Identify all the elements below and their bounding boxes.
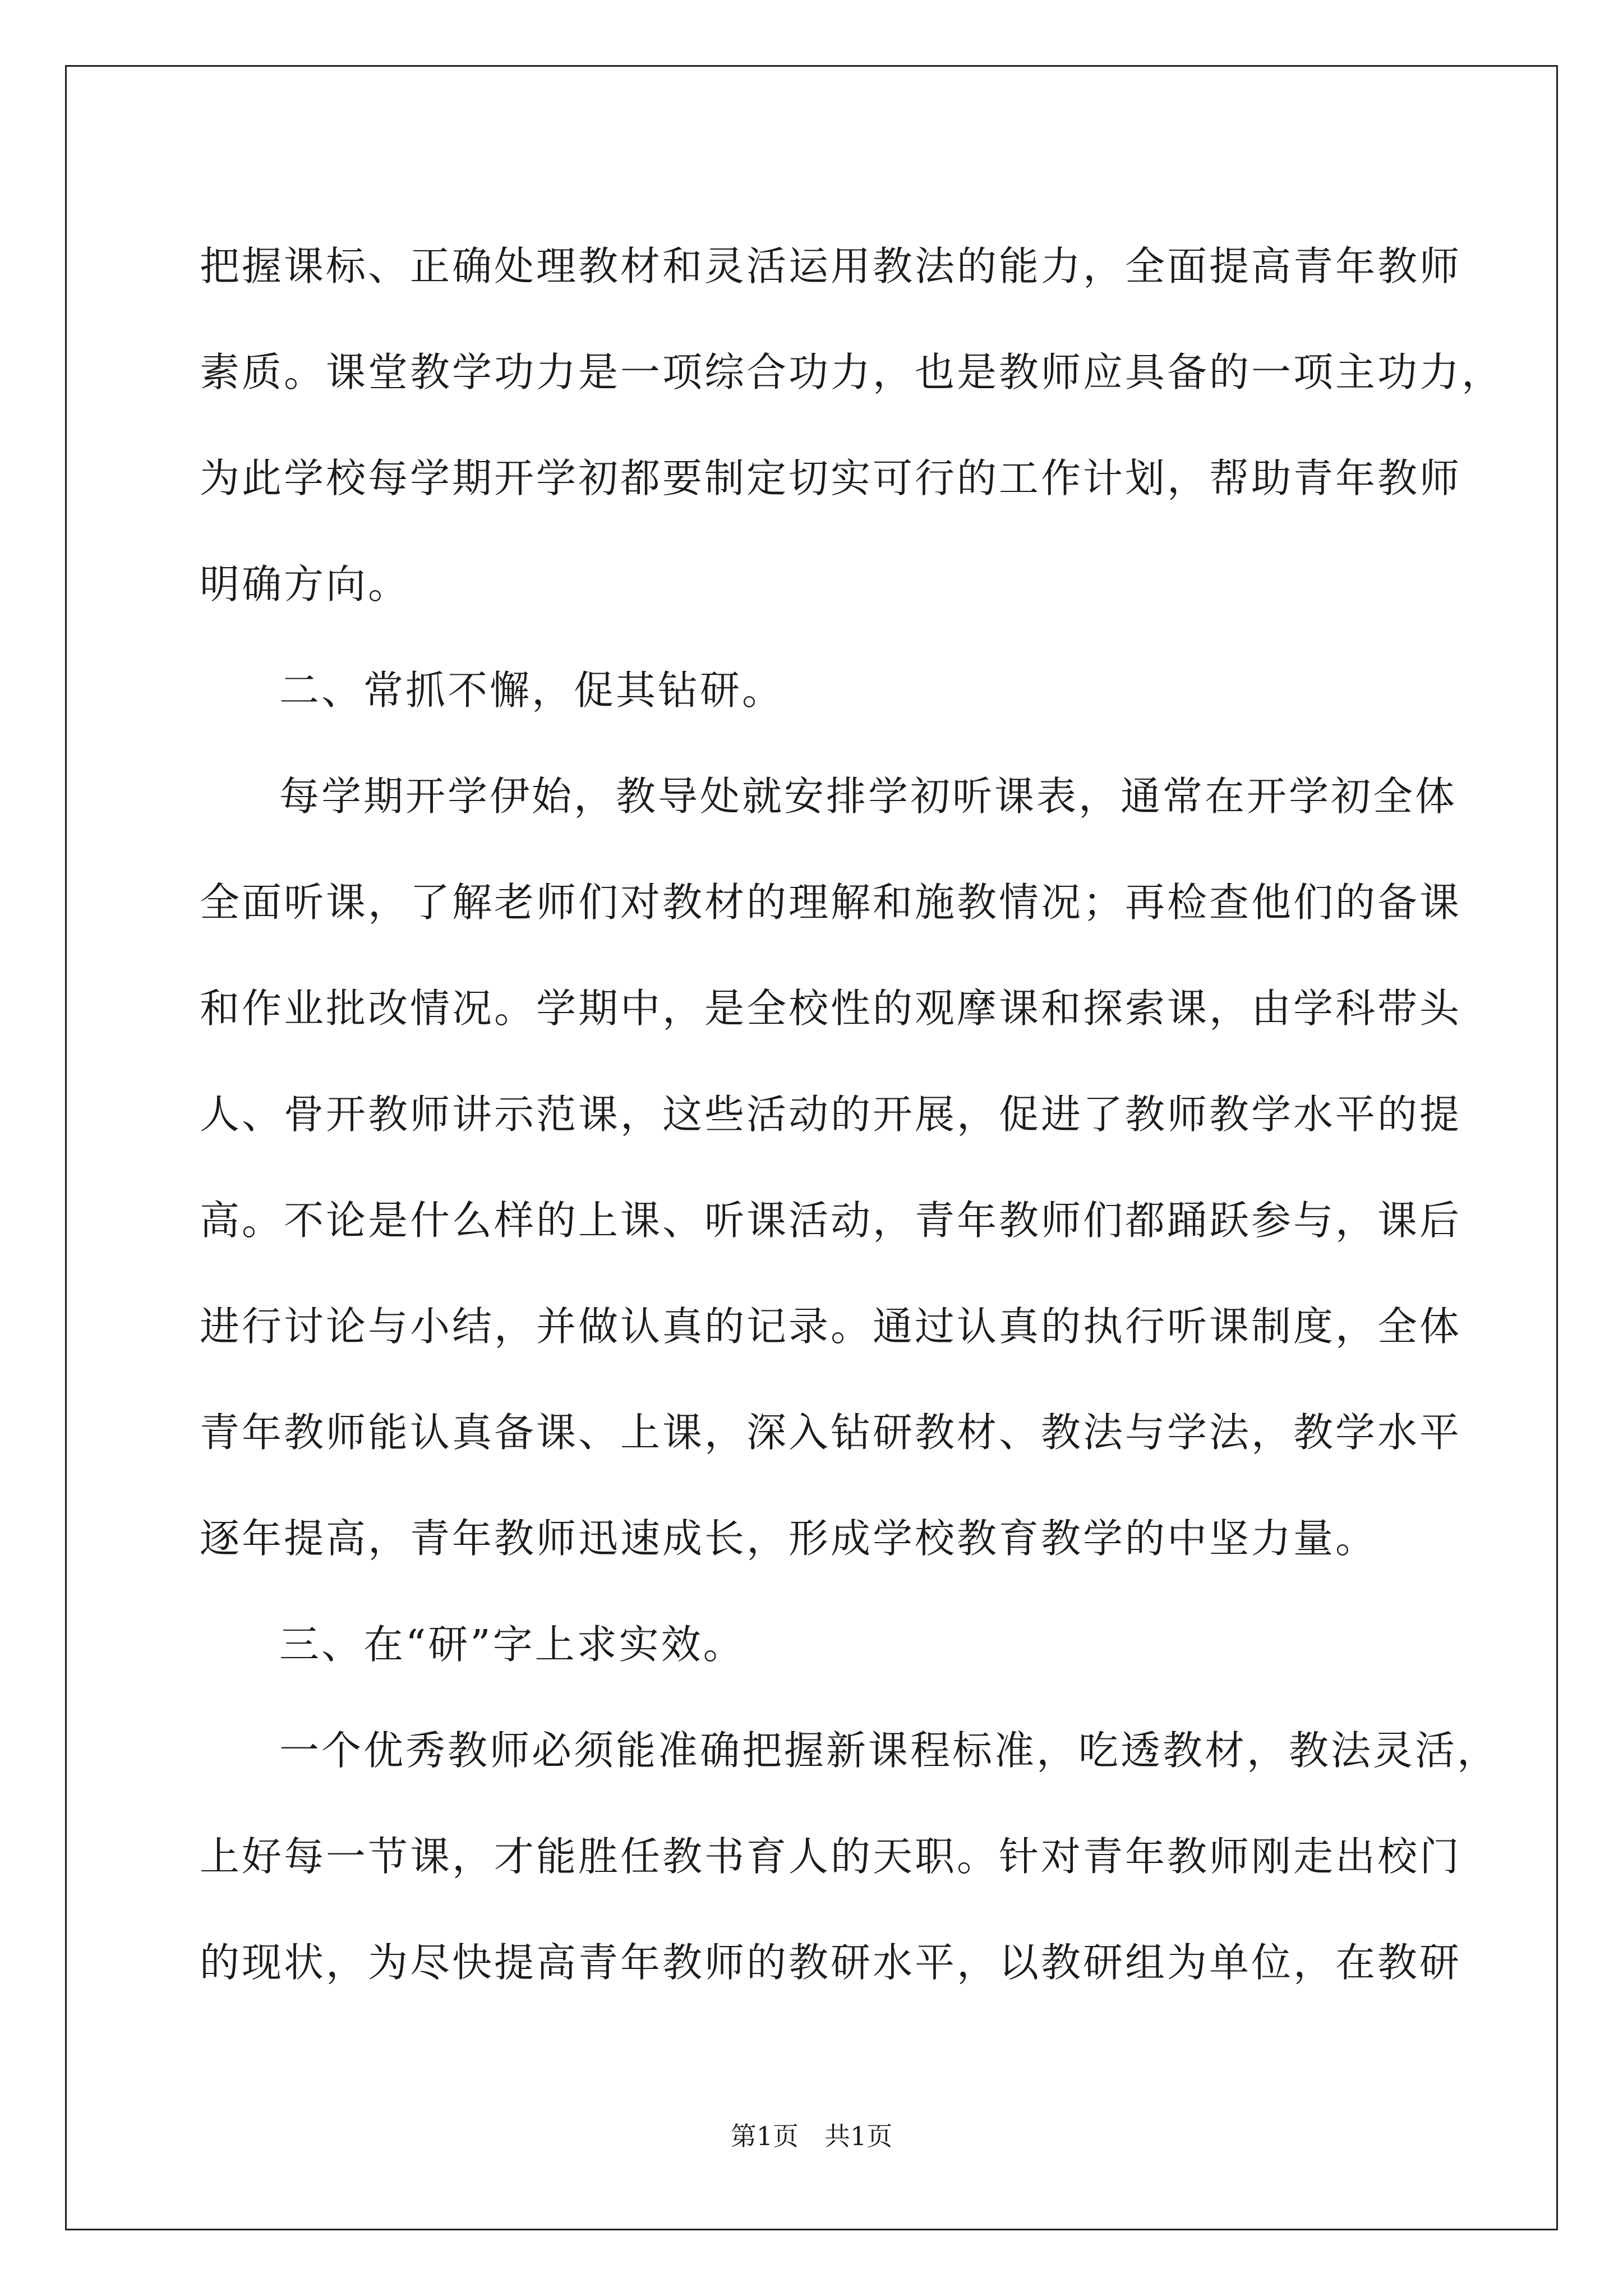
- text-line: 进行讨论与小结，并做认真的记录。通过认真的执行听课制度，全体: [200, 1303, 1462, 1350]
- text-line: 一个优秀教师必须能准确把握新课程标准，吃透教材，教法灵活，: [279, 1727, 1500, 1774]
- text-line: 每学期开学伊始，教导处就安排学初听课表，通常在开学初全体: [279, 773, 1458, 820]
- text-line: 上好每一节课，才能胜任教书育人的天职。针对青年教师刚走出校门: [200, 1833, 1462, 1880]
- page-number: 第1页 共1页: [730, 2121, 893, 2151]
- document-body: [200, 213, 1504, 2016]
- text-line: 为此学校每学期开学初都要制定切实可行的工作计划，帮助青年教师: [200, 455, 1462, 501]
- section-heading: 三、在“研”字上求实效。: [279, 1621, 745, 1668]
- text-line: 的现状，为尽快提高青年教师的教研水平，以教研组为单位，在教研: [200, 1939, 1462, 1986]
- text-line: 高。不论是什么样的上课、听课活动，青年教师们都踊跃参与，课后: [200, 1197, 1462, 1244]
- text-line: 逐年提高，青年教师迅速成长，形成学校教育教学的中坚力量。: [200, 1515, 1378, 1562]
- text-line: 和作业批改情况。学期中，是全校性的观摩课和探索课，由学科带头: [200, 985, 1462, 1032]
- text-line: 明确方向。: [200, 561, 411, 608]
- text-line: 全面听课，了解老师们对教材的理解和施教情况；再检查他们的备课: [200, 879, 1462, 926]
- text-line: 素质。课堂教学功力是一项综合功力，也是教师应具备的一项主功力，: [200, 349, 1504, 395]
- text-line: 把握课标、正确处理教材和灵活运用教法的能力，全面提高青年教师: [200, 243, 1462, 289]
- text-line: 青年教师能认真备课、上课，深入钻研教材、教法与学法，教学水平: [200, 1409, 1462, 1456]
- section-heading: 二、常抓不懈，促其钻研。: [279, 667, 785, 714]
- text-line: 人、骨开教师讲示范课，这些活动的开展，促进了教师教学水平的提: [200, 1091, 1462, 1138]
